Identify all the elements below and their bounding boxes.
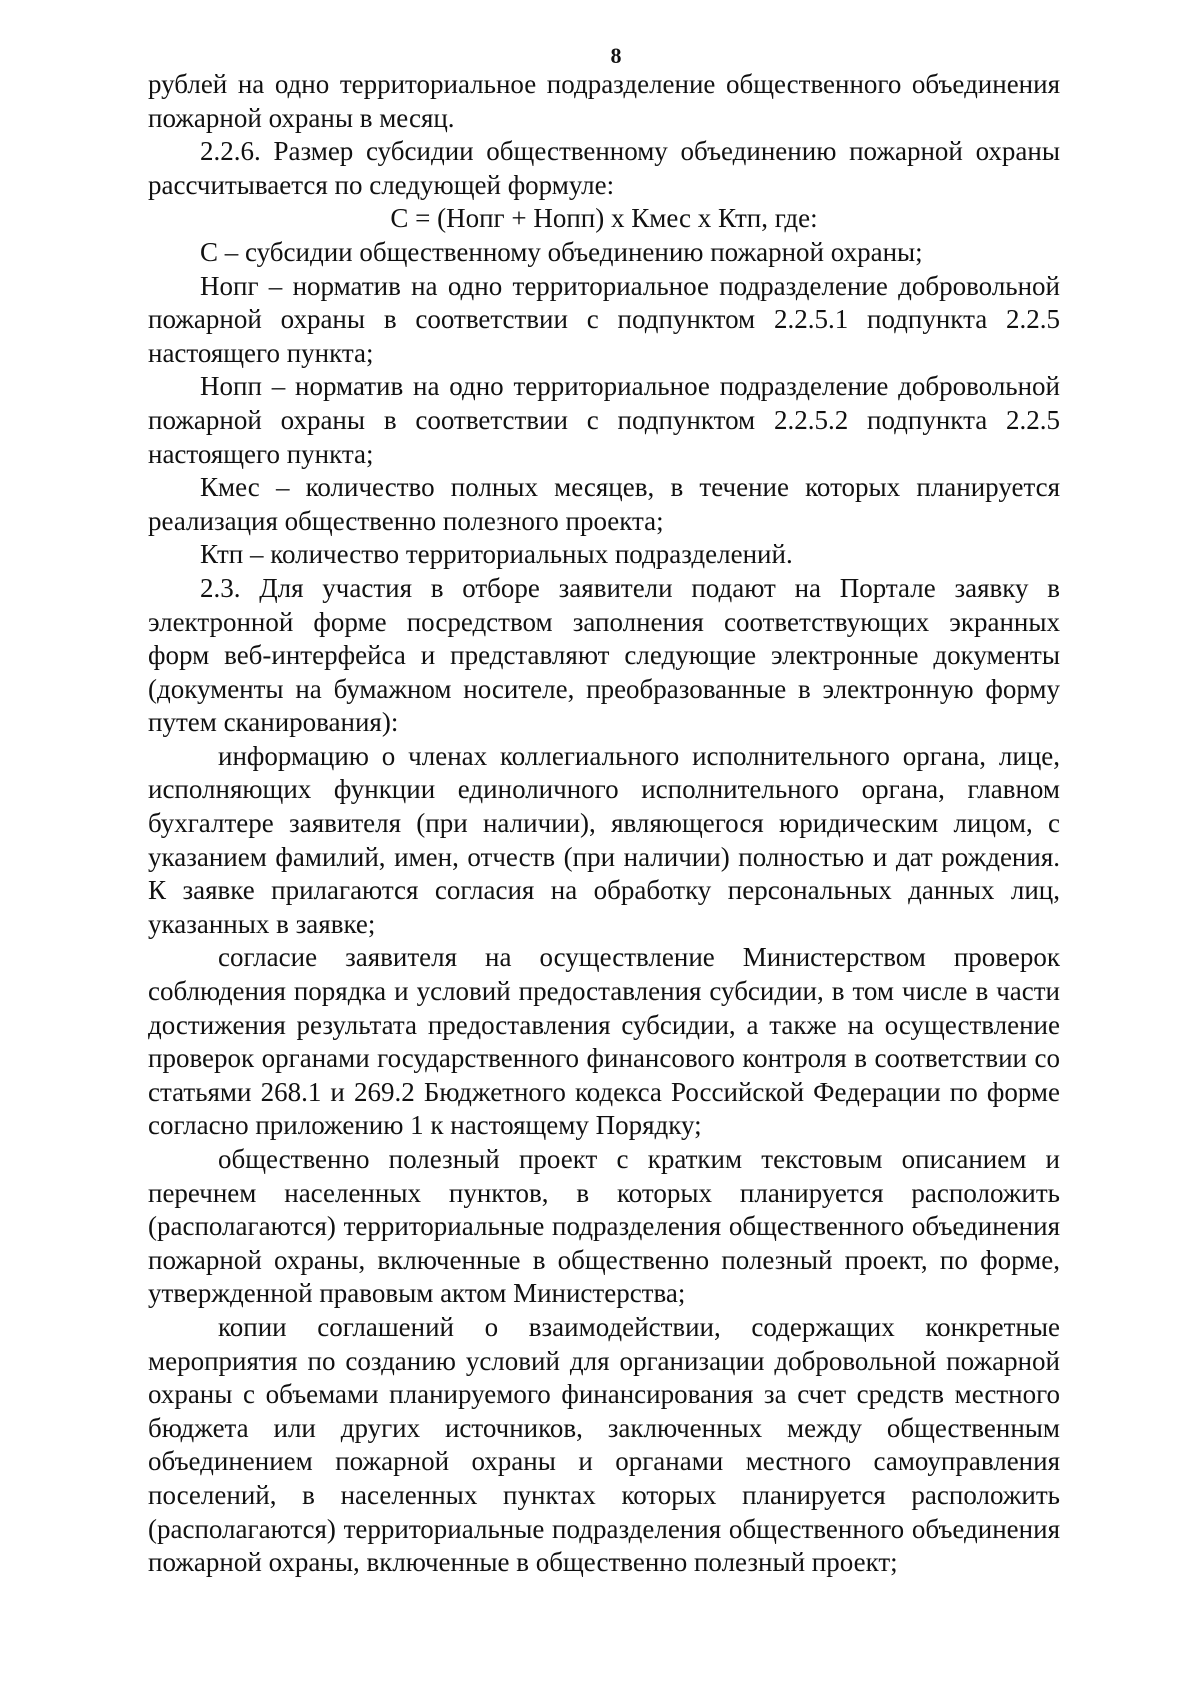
document-page <box>148 44 1060 1580</box>
definition-ktp: Ктп – количество территориальных подразделений. <box>200 539 793 570</box>
definition-c: С – субсидии общественному объединению пожарной охраны; <box>200 236 923 267</box>
list-item-project: общественно полезный проект с кратким текстовым описанием и перечнем населенных пунктов, в которых планируется расположить (располагаются) территориальные подразделения общественного объединения пожарной охраны, включенные в общественно полезный проект, по форме, утвержденной правовым актом Министерства; <box>148 1144 1060 1309</box>
paragraph-continuation: рублей на одно территориальное подразделение общественного объединения пожарной охраны в месяц. <box>148 69 1060 133</box>
definition-kmes: Кмес – количество полных месяцев, в течение которых планируется реализация общественно полезного проекта; <box>148 472 1060 536</box>
paragraph-2-2-6: 2.2.6. Размер субсидии общественному объединению пожарной охраны рассчитывается по следующей формуле: <box>148 136 1060 200</box>
paragraph-2-3: 2.3. Для участия в отборе заявители подают на Портале заявку в электронной форме посредством заполнения соответствующих экранных форм веб-интерфейса и представляют следующие электронные документы (документы на бумажном носителе, преобразованные в электронную форму путем сканирования): <box>148 572 1060 738</box>
page-number: 8 <box>610 43 622 68</box>
list-item-members-info: информацию о членах коллегиального исполнительного органа, лице, исполняющих функции единоличного исполнительного органа, главном бухгалтере заявителя (при наличии), являющегося юридическим лицом, с указанием фамилий, имен, отчеств (при наличии) полностью и дат рождения. К заявке прилагаются согласия на обработку персональных данных лиц, указанных в заявке; <box>148 740 1060 939</box>
definition-nopp: Нопп – норматив на одно территориальное подразделение добровольной пожарной охраны в соответствии с подпунктом 2.2.5.2 подпункта 2.2.5 настоящего пункта; <box>148 371 1060 469</box>
list-item-consent: согласие заявителя на осуществление Министерством проверок соблюдения порядка и условий предоставления субсидии, в том числе в части достижения результата предоставления субсидии, а также на осуществление проверок органами государственного финансового контроля в соответствии со статьями 268.1 и 269.2 Бюджетного кодекса Российской Федерации по форме согласно приложению 1 к настоящему Порядку; <box>148 942 1060 1141</box>
list-item-agreements: копии соглашений о взаимодействии, содержащих конкретные мероприятия по созданию условий для организации добровольной пожарной охраны с объемами планируемого финансирования за счет средств местного бюджета или других источников, заключенных между общественным объединением пожарной охраны и органами местного самоуправления поселений, в населенных пунктах которых планируется расположить (располагаются) территориальные подразделения общественного объединения пожарной охраны, включенные в общественно полезный проект; <box>148 1311 1060 1578</box>
formula: С = (Нопг + Нопп) х Кмес х Ктп, где: <box>390 203 818 234</box>
definition-nopg: Нопг – норматив на одно территориальное подразделение добровольной пожарной охраны в соответствии с подпунктом 2.2.5.1 подпункта 2.2.5 настоящего пункта; <box>148 270 1060 368</box>
